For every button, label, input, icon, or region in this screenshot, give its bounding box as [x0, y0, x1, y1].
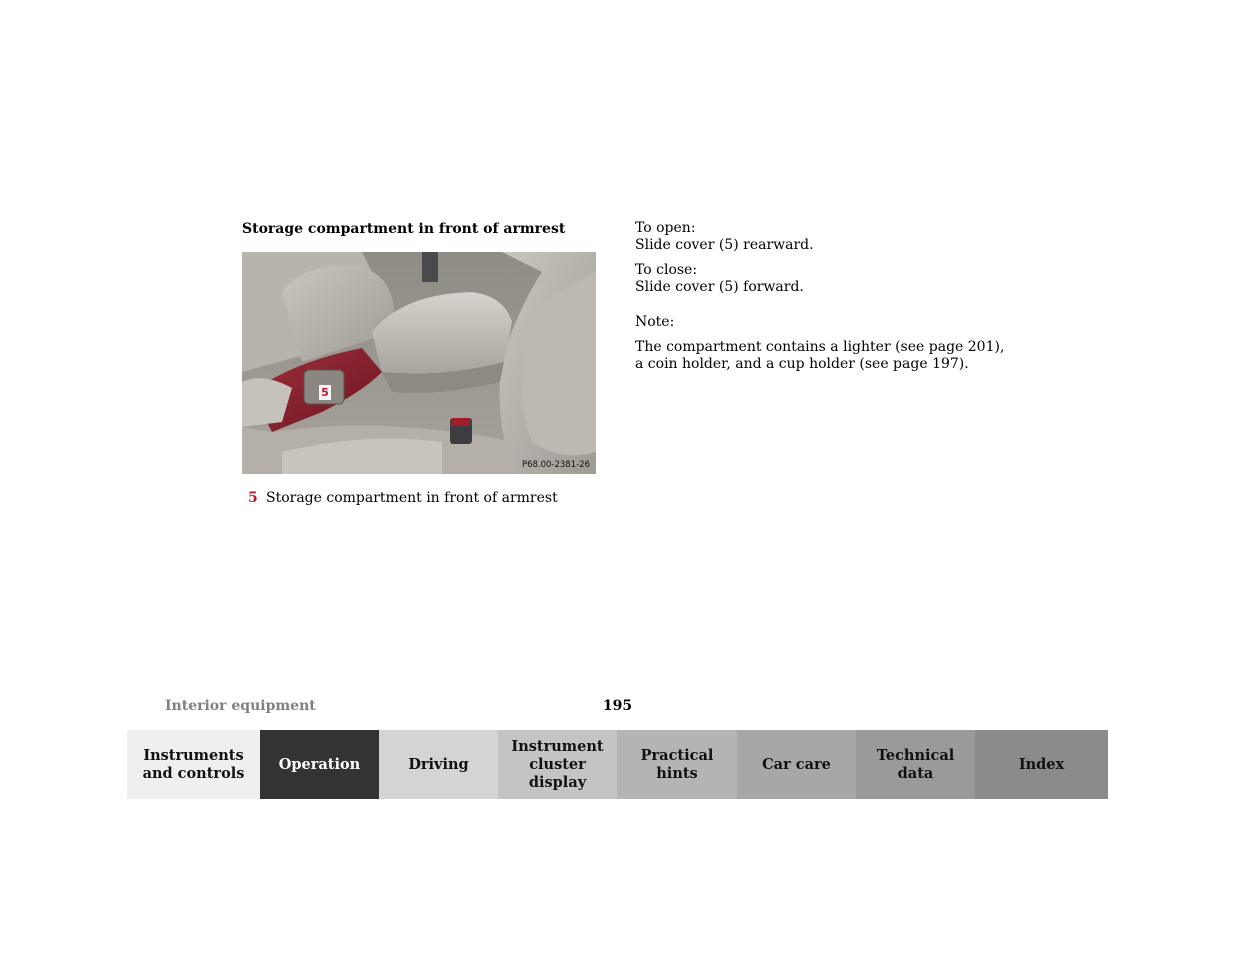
nav-tab-operation[interactable]: Operation — [260, 730, 379, 799]
open-text: Slide cover (5) rearward. — [635, 237, 814, 253]
callout-5-marker: 5 — [319, 385, 331, 400]
section-heading: Storage compartment in front of armrest — [242, 221, 566, 237]
close-text: Slide cover (5) forward. — [635, 279, 804, 295]
nav-tab-practical-hints[interactable]: Practical hints — [617, 730, 737, 799]
close-instruction — [635, 262, 1005, 296]
figure-code: P68.00-2381-26 — [521, 460, 590, 470]
nav-tab-instrument-cluster-display[interactable]: Instrument cluster display — [498, 730, 617, 799]
legend-number: 5 — [248, 490, 258, 506]
armrest-illustration — [242, 252, 596, 474]
close-label: To close: — [635, 262, 698, 278]
note-text: The compartment contains a lighter (see page 201), a coin holder, and a cup holder (see page 197). — [635, 339, 1005, 372]
chapter-navigation — [127, 730, 1108, 799]
page-number: 195 — [602, 698, 633, 714]
console-drawing — [242, 252, 596, 474]
legend-text: Storage compartment in front of armrest — [266, 490, 558, 506]
nav-tab-index[interactable]: Index — [975, 730, 1108, 799]
instructions-column — [635, 220, 1005, 381]
nav-tab-instruments-and-controls[interactable]: Instruments and controls — [127, 730, 260, 799]
note-label: Note: — [635, 314, 675, 330]
nav-tab-technical-data[interactable]: Technical data — [856, 730, 975, 799]
figure-legend — [248, 489, 608, 507]
open-label: To open: — [635, 220, 696, 236]
nav-tab-car-care[interactable]: Car care — [737, 730, 856, 799]
footer-section-title: Interior equipment — [165, 698, 316, 714]
open-instruction — [635, 220, 1005, 254]
nav-tab-driving[interactable]: Driving — [379, 730, 498, 799]
